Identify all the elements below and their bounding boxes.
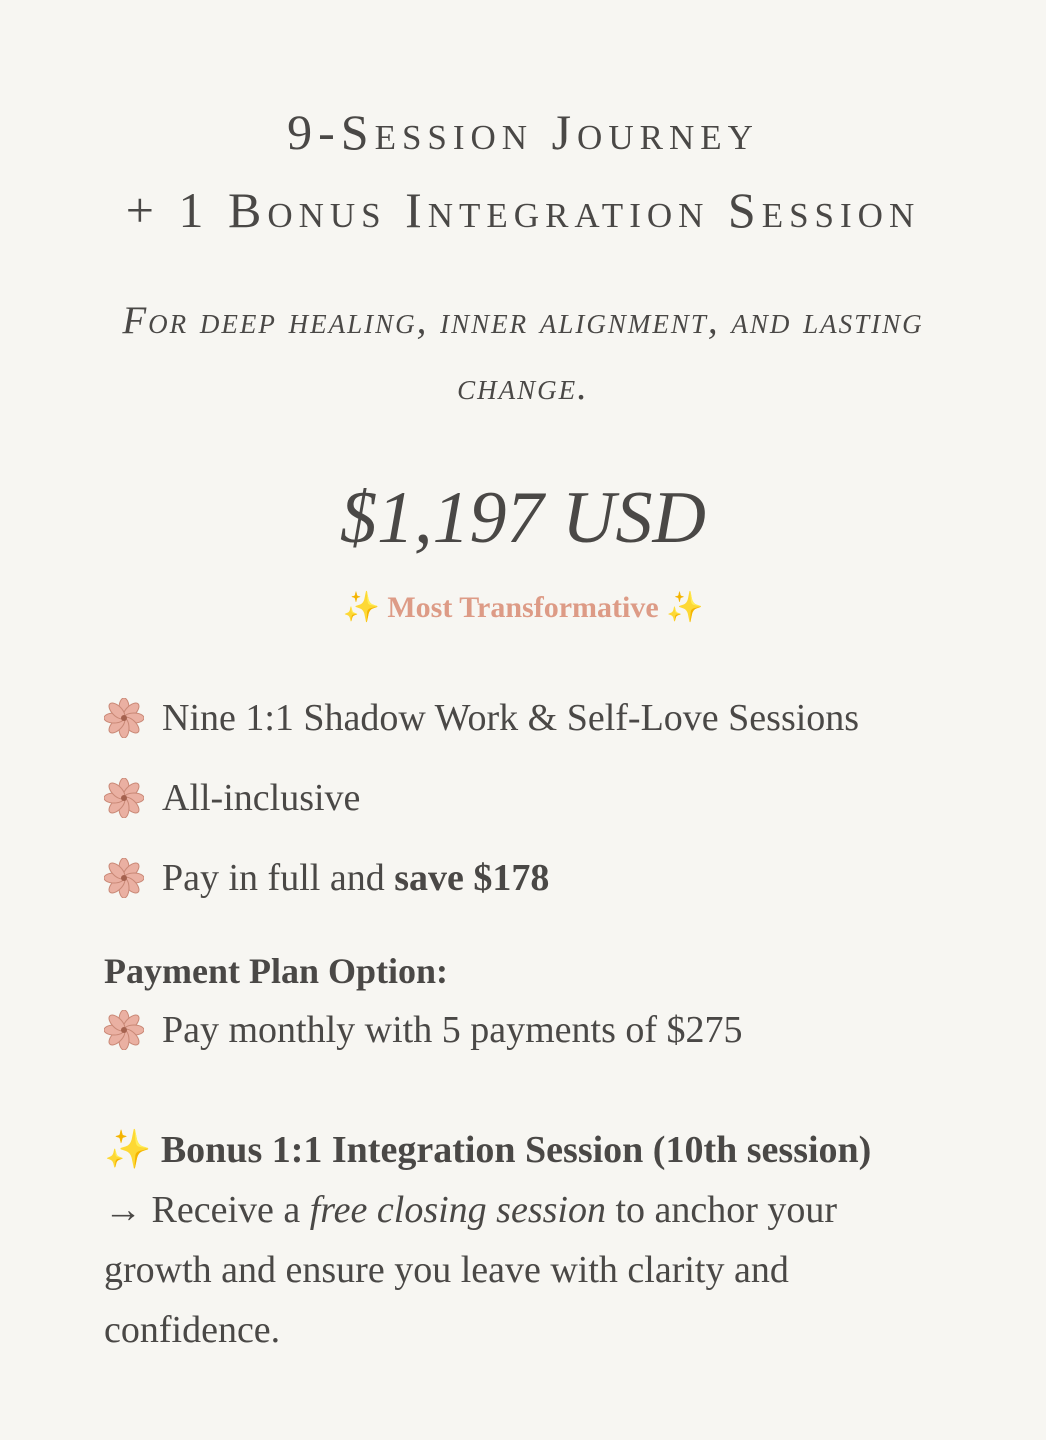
bonus-text-emphasis: free closing session bbox=[309, 1189, 606, 1231]
feature-text-prefix: Pay in full and bbox=[162, 857, 395, 899]
payment-plan-heading: Payment Plan Option: bbox=[104, 951, 449, 991]
most-transformative-badge bbox=[0, 586, 1046, 630]
bonus-heading bbox=[104, 1124, 871, 1176]
flower-icon bbox=[104, 778, 144, 818]
list-item bbox=[104, 990, 964, 1070]
bonus-heading-text: Bonus 1:1 Integration Session (10th session) bbox=[160, 1129, 872, 1171]
list-item bbox=[104, 678, 964, 758]
badge-label: Most Transformative bbox=[387, 591, 659, 624]
package-tagline: For deep healing, inner alignment, and lasting change. bbox=[122, 299, 924, 408]
list-item bbox=[104, 758, 964, 838]
bonus-text-suffix: to anchor your growth and ensure you leave with clarity and confidence. bbox=[104, 1189, 838, 1351]
feature-text bbox=[162, 856, 549, 900]
sparkles-icon: ✨ bbox=[342, 591, 380, 624]
arrow-icon: → bbox=[104, 1189, 142, 1231]
sparkles-icon: ✨ bbox=[666, 591, 704, 624]
savings-highlight: save $178 bbox=[394, 857, 550, 899]
package-title: 9-Session Journey bbox=[287, 104, 759, 160]
price: $1,197 USD bbox=[340, 477, 706, 559]
sparkles-icon: ✨ bbox=[104, 1129, 152, 1171]
payment-plan-list bbox=[104, 990, 964, 1070]
bonus-description bbox=[104, 1180, 894, 1360]
feature-text: Nine 1:1 Shadow Work & Self-Love Sessions bbox=[162, 697, 860, 739]
feature-list bbox=[104, 678, 964, 918]
list-item bbox=[104, 838, 964, 918]
bonus-text-prefix: Receive a bbox=[142, 1189, 310, 1231]
flower-icon bbox=[104, 858, 144, 898]
package-subtitle-title: + 1 Bonus Integration Session bbox=[125, 182, 921, 238]
payment-plan-text: Pay monthly with 5 payments of $275 bbox=[162, 1009, 743, 1051]
feature-text: All-inclusive bbox=[162, 777, 361, 819]
flower-icon bbox=[104, 698, 144, 738]
flower-icon bbox=[104, 1010, 144, 1050]
